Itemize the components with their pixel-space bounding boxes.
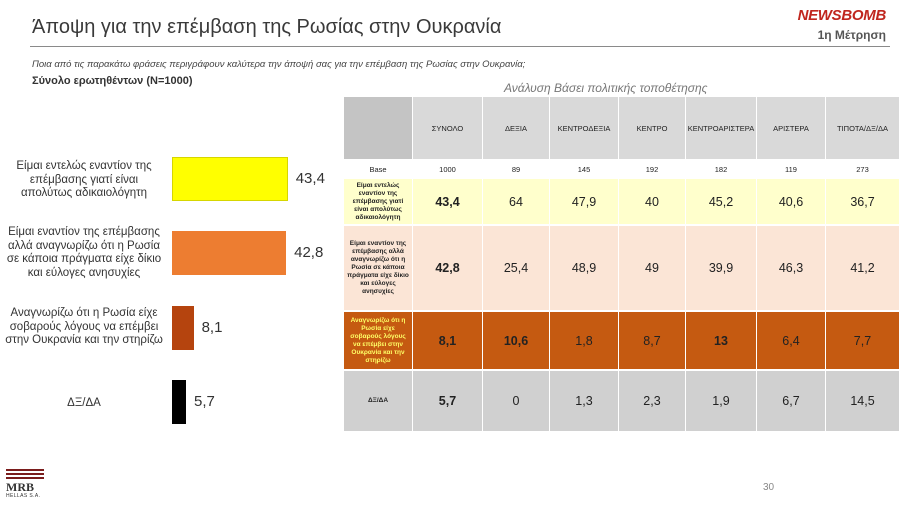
logo-text: MRB [6, 480, 34, 494]
table-base-cell: 182 [686, 161, 757, 177]
table-base-cell: 273 [826, 161, 900, 177]
table-column-header: ΤΙΠΟΤΑ/ΔΞ/ΔΑ [826, 97, 900, 159]
table-row [344, 312, 900, 369]
table-data-cell: 25,4 [483, 226, 550, 310]
table-data-cell: 49 [619, 226, 686, 310]
table-row [344, 226, 900, 310]
table-data-cell: 10,6 [483, 312, 550, 369]
bar [172, 157, 288, 201]
bar-value-label: 42,8 [294, 244, 324, 261]
table-data-cell: 1,9 [686, 371, 757, 431]
table-header-band-cell [826, 147, 900, 159]
table-column-header: ΑΡΙΣΤΕΡΑ [757, 97, 826, 159]
table-header-band-cell [686, 147, 757, 159]
survey-question: Ποια από τις παρακάτω φράσεις περιγράφουν καλύτερα την άποψή σας για την επέμβαση της Ρωσίας στην Ουκρανία; [32, 59, 526, 70]
table-column-header: ΚΕΝΤΡΟΑΡΙΣΤΕΡΑ [686, 97, 757, 159]
bar-value-label: 8,1 [201, 319, 223, 336]
table-data-cell: 46,3 [757, 226, 826, 310]
table-data-cell: 1,8 [550, 312, 619, 369]
title-divider [30, 46, 890, 47]
table-data-cell: 7,7 [826, 312, 900, 369]
bar-category-label: Είμαι εναντίον της επέμβασης αλλά αναγνωρίζω ότι η Ρωσία σε κάποια πράγματα είχε δίκιο και εύλογες ανησυχίες [6, 226, 162, 279]
table-header-band-cell [757, 147, 826, 159]
table-row-label: Είμαι εναντίον της επέμβασης αλλά αναγνωρίζω ότι η Ρωσία σε κάποια πράγματα είχε δίκιο και εύλογες ανησυχίες [344, 226, 413, 310]
table-base-cell: 1000 [413, 161, 483, 177]
table-data-cell: 39,9 [686, 226, 757, 310]
table-header-band-cell [413, 147, 483, 159]
table-base-cell: 145 [550, 161, 619, 177]
table-data-cell: 36,7 [826, 179, 900, 224]
table-data-cell: 13 [686, 312, 757, 369]
table-data-cell: 40,6 [757, 179, 826, 224]
table-column-header: ΔΕΞΙΑ [483, 97, 550, 159]
bar-category-label: Αναγνωρίζω ότι η Ρωσία είχε σοβαρούς λόγους να επέμβει στην Ουκρανία και την στηρίζω [5, 307, 163, 346]
table-data-cell: 48,9 [550, 226, 619, 310]
table-base-cell: 119 [757, 161, 826, 177]
table-data-cell: 6,7 [757, 371, 826, 431]
bar [172, 306, 194, 350]
bar-category-label: Είμαι εντελώς εναντίον της επέμβασης γιατί είναι απολύτως αδικαιολόγητη [16, 160, 152, 199]
table-header-band-cell [344, 147, 413, 159]
bar-value-label: 43,4 [295, 170, 325, 187]
table-base-cell: 89 [483, 161, 550, 177]
table-header-band-cell [550, 147, 619, 159]
bar-category-label: ΔΞ/ΔΑ [67, 397, 101, 409]
table-data-cell: 47,9 [550, 179, 619, 224]
table-data-cell: 14,5 [826, 371, 900, 431]
table-row-label: Αναγνωρίζω ότι η Ρωσία είχε σοβαρούς λόγους να επέμβει στην Ουκρανία και την στηρίζω [344, 312, 413, 369]
table-data-cell: 8,7 [619, 312, 686, 369]
bar [172, 231, 286, 275]
mrb-logo [6, 469, 44, 499]
crosstab-table [344, 97, 900, 431]
table-total-cell: 5,7 [413, 371, 483, 431]
measurement-label: 1η Μέτρηση [817, 28, 886, 42]
table-row-label: ΔΞ/ΔΑ [344, 371, 413, 431]
sample-size-label: Σύνολο ερωτηθέντων (N=1000) [32, 75, 193, 87]
page-number: 30 [763, 482, 775, 493]
table-data-cell: 64 [483, 179, 550, 224]
table-total-cell: 43,4 [413, 179, 483, 224]
table-row-label: Είμαι εντελώς εναντίον της επέμβασης γιατί είναι απολύτως αδικαιολόγητη [344, 179, 413, 224]
page-title: Άποψη για την επέμβαση της Ρωσίας στην Ουκρανία [32, 16, 502, 38]
bar-value-label: 5,7 [194, 393, 215, 410]
table-data-cell: 40 [619, 179, 686, 224]
table-column-header: ΚΕΝΤΡΟΔΕΞΙΑ [550, 97, 619, 159]
table-header-band-cell [483, 147, 550, 159]
brand-logo: NEWSBOMB [797, 7, 886, 24]
logo-stripes [6, 469, 44, 479]
analysis-title: Ανάλυση Βάσει πολιτικής τοποθέτησης [504, 81, 708, 95]
table-header-band [344, 147, 900, 159]
table-base-label: Base [344, 161, 413, 177]
table-base-row [344, 161, 900, 177]
table-data-cell: 2,3 [619, 371, 686, 431]
table-data-cell: 41,2 [826, 226, 900, 310]
table-data-cell: 0 [483, 371, 550, 431]
table-row [344, 179, 900, 224]
table-base-cell: 192 [619, 161, 686, 177]
table-header-band-cell [619, 147, 686, 159]
table-data-cell: 1,3 [550, 371, 619, 431]
table-row [344, 371, 900, 431]
table-data-cell: 45,2 [686, 179, 757, 224]
table-total-cell: 42,8 [413, 226, 483, 310]
table-total-cell: 8,1 [413, 312, 483, 369]
table-column-header: ΚΕΝΤΡΟ [619, 97, 686, 159]
bar [172, 380, 186, 424]
table-data-cell: 6,4 [757, 312, 826, 369]
logo-subtext: HELLAS S.A. [6, 493, 41, 499]
table-column-header: ΣΥΝΟΛΟ [413, 97, 483, 159]
